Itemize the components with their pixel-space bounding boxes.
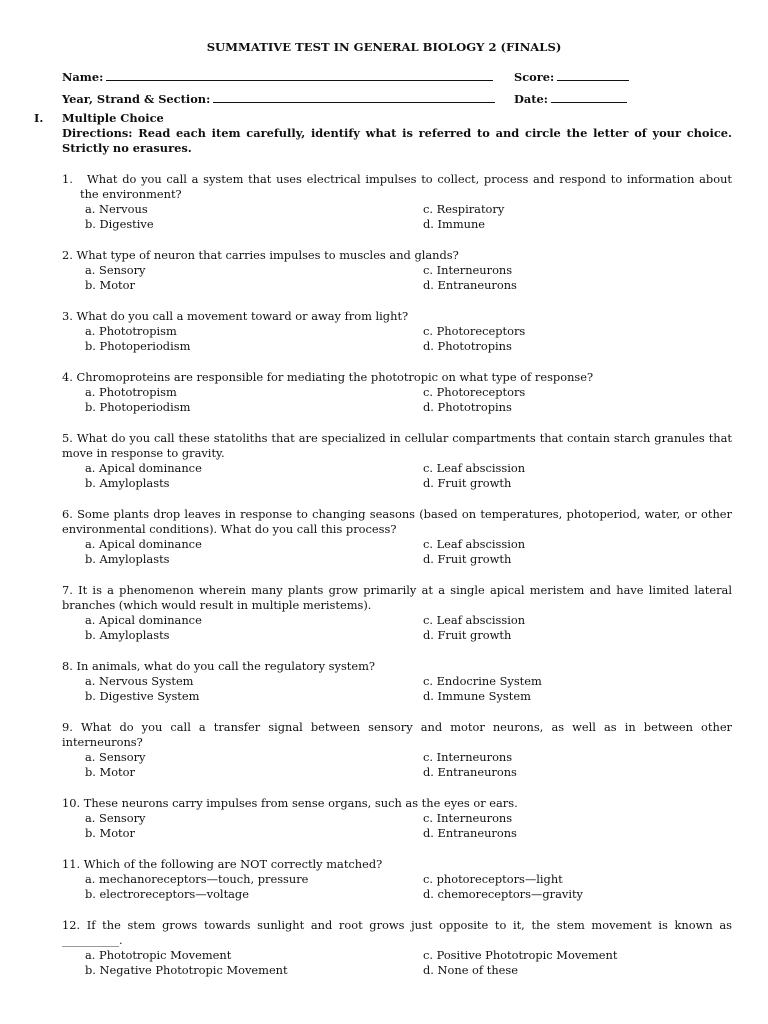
option-d[interactable]: d. Fruit growth — [423, 552, 512, 566]
option-a[interactable]: a. Apical dominance — [85, 537, 202, 551]
question-stem: 7. It is a phenomenon wherein many plants grow primarily at a single apical meristem and have limited lateral branches (which would result in multiple meristems). — [62, 583, 732, 612]
option-d[interactable]: d. Entraneurons — [423, 826, 517, 840]
year-strand-section-blank[interactable] — [213, 91, 495, 103]
year-strand-section-field — [62, 91, 495, 107]
question-2 — [62, 248, 732, 293]
date-label: Date: — [514, 92, 548, 106]
question-stem: 1. What do you call a system that uses electrical impulses to collect, process and respond to information about the environment? — [62, 172, 732, 201]
question-stem: 3. What do you call a movement toward or away from light? — [62, 309, 409, 323]
question-4 — [62, 370, 732, 415]
question-stem: 12. If the stem grows towards sunlight and root grows just opposite to it, the stem movement is known as __________. — [62, 918, 732, 947]
option-a[interactable]: a. Apical dominance — [85, 613, 202, 627]
option-c[interactable]: c. Respiratory — [423, 202, 505, 216]
option-d[interactable]: d. Entraneurons — [423, 278, 517, 292]
question-options — [62, 324, 732, 354]
section-number: I. — [34, 111, 44, 125]
question-stem: 5. What do you call these statoliths that are specialized in cellular compartments that contain starch granules that move in response to gravity. — [62, 431, 732, 460]
option-a[interactable]: a. Sensory — [85, 750, 146, 764]
question-10 — [62, 796, 732, 841]
option-d[interactable]: d. Immune — [423, 217, 486, 231]
question-options — [62, 385, 732, 415]
question-9 — [62, 720, 732, 780]
option-c[interactable]: c. Photoreceptors — [423, 324, 526, 338]
question-8 — [62, 659, 732, 704]
option-a[interactable]: a. Phototropic Movement — [85, 948, 232, 962]
name-blank[interactable] — [106, 69, 493, 81]
question-5 — [62, 431, 732, 491]
year-strand-section-label: Year, Strand & Section: — [62, 92, 211, 106]
section-directions: Directions: Read each item carefully, identify what is referred to and circle the letter of your choice. Strictly no erasures. — [62, 126, 732, 155]
option-a[interactable]: a. Sensory — [85, 263, 146, 277]
option-b[interactable]: b. Photoperiodism — [85, 400, 191, 414]
question-options — [62, 811, 732, 841]
question-6 — [62, 507, 732, 567]
option-c[interactable]: c. Interneurons — [423, 263, 513, 277]
option-c[interactable]: c. Interneurons — [423, 750, 513, 764]
name-label: Name: — [62, 70, 104, 84]
option-b[interactable]: b. Motor — [85, 765, 135, 779]
option-d[interactable]: d. Phototropins — [423, 339, 512, 353]
question-options — [62, 263, 732, 293]
option-b[interactable]: b. electroreceptors—voltage — [85, 887, 249, 901]
option-a[interactable]: a. Phototropism — [85, 324, 177, 338]
question-12 — [62, 918, 732, 978]
option-a[interactable]: a. Sensory — [85, 811, 146, 825]
option-b[interactable]: b. Amyloplasts — [85, 628, 170, 642]
question-stem: 10. These neurons carry impulses from sense organs, such as the eyes or ears. — [62, 796, 518, 810]
option-b[interactable]: b. Digestive — [85, 217, 154, 231]
option-b[interactable]: b. Amyloplasts — [85, 552, 170, 566]
option-d[interactable]: d. Phototropins — [423, 400, 512, 414]
option-c[interactable]: c. Photoreceptors — [423, 385, 526, 399]
option-a[interactable]: a. Apical dominance — [85, 461, 202, 475]
page-title: SUMMATIVE TEST IN GENERAL BIOLOGY 2 (FINALS) — [206, 40, 562, 54]
option-d[interactable]: d. Immune System — [423, 689, 531, 703]
option-d[interactable]: d. Entraneurons — [423, 765, 517, 779]
question-stem: 8. In animals, what do you call the regulatory system? — [62, 659, 376, 673]
option-c[interactable]: c. Leaf abscission — [423, 461, 526, 475]
section-title: Multiple Choice — [62, 111, 164, 125]
score-label: Score: — [514, 70, 555, 84]
option-c[interactable]: c. Positive Phototropic Movement — [423, 948, 618, 962]
date-blank[interactable] — [551, 91, 627, 103]
option-d[interactable]: d. Fruit growth — [423, 476, 512, 490]
option-b[interactable]: b. Photoperiodism — [85, 339, 191, 353]
question-stem: 6. Some plants drop leaves in response to changing seasons (based on temperatures, photoperiod, water, or other environmental conditions). What do you call this process? — [62, 507, 732, 536]
question-options — [62, 202, 732, 232]
date-field — [514, 91, 627, 107]
option-b[interactable]: b. Digestive System — [85, 689, 200, 703]
question-options — [62, 613, 732, 643]
question-stem: 2. What type of neuron that carries impulses to muscles and glands? — [62, 248, 459, 262]
option-c[interactable]: c. Leaf abscission — [423, 613, 526, 627]
option-c[interactable]: c. photoreceptors—light — [423, 872, 563, 886]
option-b[interactable]: b. Motor — [85, 826, 135, 840]
question-stem: 9. What do you call a transfer signal between sensory and motor neurons, as well as in between other interneurons? — [62, 720, 732, 749]
question-3 — [62, 309, 732, 354]
question-options — [62, 750, 732, 780]
question-stem: 4. Chromoproteins are responsible for mediating the phototropic on what type of response? — [62, 370, 594, 384]
option-d[interactable]: d. chemoreceptors—gravity — [423, 887, 583, 901]
option-a[interactable]: a. Phototropism — [85, 385, 177, 399]
name-field — [62, 69, 493, 85]
option-d[interactable]: d. None of these — [423, 963, 518, 977]
question-options — [62, 674, 732, 704]
question-stem: 11. Which of the following are NOT correctly matched? — [62, 857, 383, 871]
option-a[interactable]: a. mechanoreceptors—touch, pressure — [85, 872, 309, 886]
score-blank[interactable] — [557, 69, 629, 81]
option-c[interactable]: c. Endocrine System — [423, 674, 542, 688]
option-d[interactable]: d. Fruit growth — [423, 628, 512, 642]
question-7 — [62, 583, 732, 643]
option-c[interactable]: c. Interneurons — [423, 811, 513, 825]
question-options — [62, 948, 732, 978]
option-a[interactable]: a. Nervous System — [85, 674, 194, 688]
question-1 — [62, 172, 732, 232]
option-b[interactable]: b. Motor — [85, 278, 135, 292]
question-options — [62, 872, 732, 902]
question-options — [62, 537, 732, 567]
question-11 — [62, 857, 732, 902]
option-c[interactable]: c. Leaf abscission — [423, 537, 526, 551]
option-b[interactable]: b. Amyloplasts — [85, 476, 170, 490]
question-options — [62, 461, 732, 491]
option-b[interactable]: b. Negative Phototropic Movement — [85, 963, 288, 977]
score-field — [514, 69, 629, 85]
option-a[interactable]: a. Nervous — [85, 202, 148, 216]
